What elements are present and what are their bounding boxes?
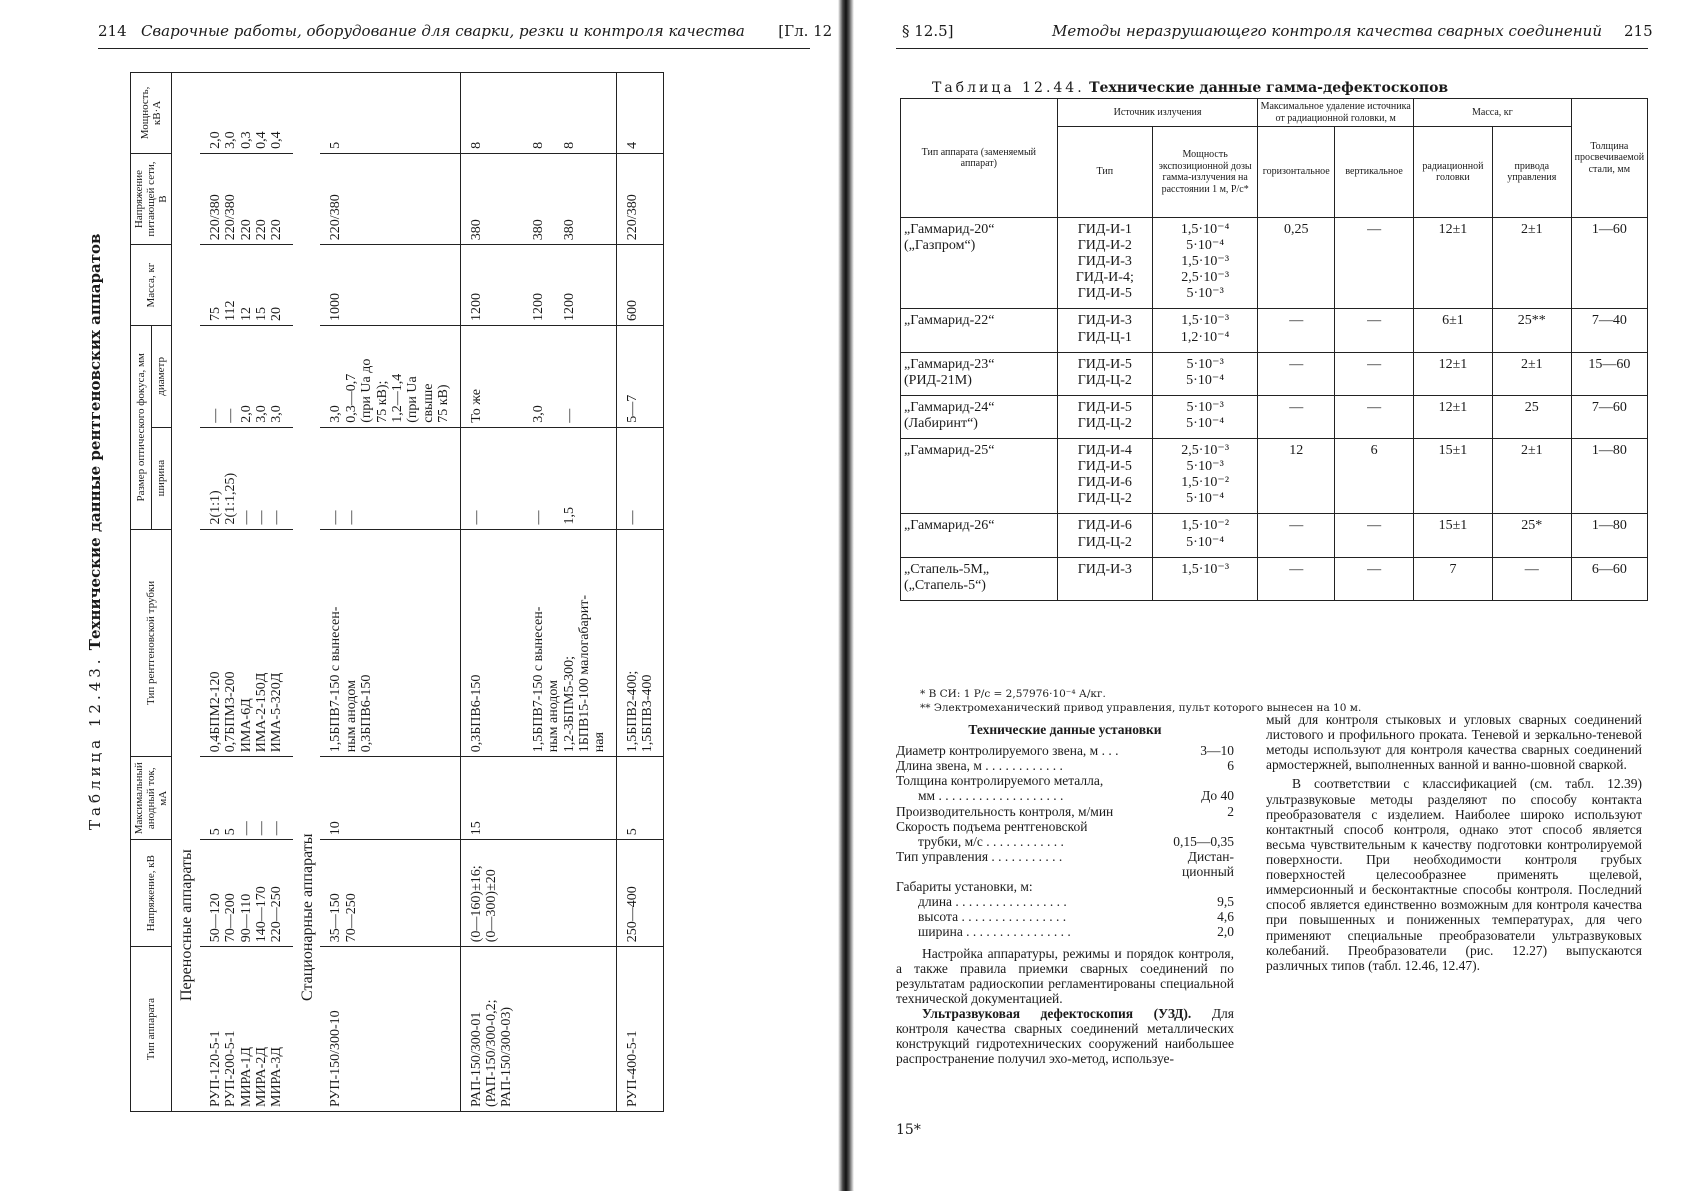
t43-cell-supply: 220/380 220/380 220 220 220 [200, 153, 293, 244]
t44-row [901, 218, 1648, 309]
t44-cell-head: 7 [1414, 557, 1493, 600]
spec-label: Длина звена, м . . . . . . . . . . . . [896, 758, 1063, 774]
spec-line [896, 804, 1234, 819]
t44-head-mass: Масса, кг [1414, 99, 1572, 127]
t43-cell-mass: 1000 [320, 245, 460, 326]
t43-data-row [460, 73, 523, 1112]
spec-label: Тип управления . . . . . . . . . . . [896, 848, 1063, 864]
t43-cell-mass: 600 [616, 245, 664, 326]
t44-head-vertical: вертикальное [1335, 127, 1414, 218]
spec-value: 3—10 [1200, 743, 1234, 759]
spec-line [896, 773, 1234, 788]
t43-cell-supply: 220/380 [616, 153, 664, 244]
t43-cell-tube: 1,5БПВ2-400; 1,5БПВ3-400 [616, 529, 664, 757]
t43-cell-width: — 1,5 [523, 427, 616, 529]
t44-cell-head: 12±1 [1414, 395, 1493, 438]
t43-cell-voltage: 35—150 70—250 [320, 840, 460, 947]
t43-cell-power: 8 [460, 73, 523, 154]
t43-head-type: Тип аппарата [131, 947, 172, 1112]
t44-cell-drive: 25* [1492, 514, 1571, 557]
footnote-1: * В СИ: 1 Р/с = 2,57976·10⁻⁴ А/кг. [920, 688, 1106, 700]
t44-head-source: Источник излучения [1057, 99, 1258, 127]
t43-cell-tube: 1,5БПВ7-150 с вынесен- ным анодом 1,2-3БПМ5-300; 1БПВ15-100 малогабарит- ная [523, 529, 616, 757]
spec-value: 0,15—0,35 [1173, 833, 1234, 849]
t43-cell-voltage: 250—400 [616, 840, 664, 947]
t44-cell-drive: 2±1 [1492, 352, 1571, 395]
t44-cell-name: „Гаммарид-24“ (Лабиринт“) [901, 395, 1058, 438]
spec-line [896, 894, 1234, 909]
spec-label: трубки, м/с . . . . . . . . . . . . [918, 833, 1064, 849]
t43-cell-diameter: — — 2,0 3,0 3,0 [200, 325, 293, 427]
paragraph-uzd [896, 1006, 1234, 1066]
spec-value: 6 [1227, 758, 1234, 774]
t43-cell-power: 2,0 3,0 0,3 0,4 0,4 [200, 73, 293, 154]
text-column-left [896, 722, 1234, 1066]
t44-head-mass-head: радиационной головки [1414, 127, 1493, 218]
t43-head-focus: Размер оптического фокуса, мм [131, 325, 152, 529]
t43-cell-power: 4 [616, 73, 664, 154]
t43-cell-supply: 380 380 [523, 153, 616, 244]
t44-cell-head: 15±1 [1414, 439, 1493, 514]
t44-cell-vertical: — [1335, 514, 1414, 557]
spec-value: 9,5 [1217, 894, 1234, 910]
spec-label: Скорость подъема рентгеновской [896, 818, 1088, 834]
spec-line [896, 743, 1234, 758]
t44-cell-drive: 25** [1492, 309, 1571, 352]
t43-data-row [523, 73, 616, 1112]
t44-cell-type: ГИД-И-3 ГИД-Ц-1 [1057, 309, 1152, 352]
t43-cell-tube: 1,5БПВ7-150 с вынесен- ным анодом 0,3БПВ6-150 [320, 529, 460, 757]
t44-cell-name: „Гаммарид-22“ [901, 309, 1058, 352]
spec-line [896, 924, 1234, 939]
t44-cell-horizontal: — [1258, 395, 1335, 438]
t44-head-distance: Максимальное удаление источника от радиационной головки, м [1258, 99, 1414, 127]
spec-label: Диаметр контролируемого звена, м . . . [896, 743, 1119, 759]
t43-cell-width: — — [320, 427, 460, 529]
t44-cell-vertical: — [1335, 557, 1414, 600]
t44-head-power: Мощность экспозиционной дозы гамма-излучения на расстоянии 1 м, Р/с* [1152, 127, 1257, 218]
rotated-table-area [82, 60, 802, 1120]
paragraph-col2-2: В соответствии с классификацией (см. табл. 12.39) ультразвуковые методы разделяют по способу контакта преобразователя с изделием. Наиболее широко используют контактный способ контроля, однако этот способ является весьма чувствительным к качеству подготовки контролируемой поверхности. При необходимости контроля грубых поверхностей целесообразнее применять щелевой, иммерсионный и бесконтактные способы контроля. Последний способ является единственно возможным для контроля качества при повышенных и пониженных температурах, для чего применяют специальные преобразователи ультразвуковых колебаний. Преобразователи (рис. 12.27) выпускаются различных типов (табл. 12.46, 12.47). [1266, 776, 1642, 973]
left-running-header [98, 22, 832, 40]
spec-line [896, 909, 1234, 924]
t43-data-row [320, 73, 460, 1112]
t44-cell-vertical: — [1335, 309, 1414, 352]
t44-cell-vertical: — [1335, 395, 1414, 438]
t44-cell-thickness: 1—80 [1571, 514, 1647, 557]
t43-cell-mass: 1200 [460, 245, 523, 326]
spec-value: 2 [1227, 803, 1234, 819]
t44-cell-name: „Гаммарид-26“ [901, 514, 1058, 557]
t44-cell-type: ГИД-И-6 ГИД-Ц-2 [1057, 514, 1152, 557]
t43-cell-supply: 380 [460, 153, 523, 244]
t44-cell-horizontal: — [1258, 309, 1335, 352]
t44-cell-horizontal: — [1258, 514, 1335, 557]
t44-cell-head: 12±1 [1414, 352, 1493, 395]
t43-cell-current: 5 [616, 757, 664, 840]
spec-label: длина . . . . . . . . . . . . . . . . . [918, 894, 1067, 910]
t43-cell-supply: 220/380 [320, 153, 460, 244]
t43-cell-power: 8 8 [523, 73, 616, 154]
t44-cell-head: 15±1 [1414, 514, 1493, 557]
t43-cell-diameter: 3,0 0,3—0,7 (при Uа до 75 кВ); 1,2—1,4 (при Uа свыше 75 кВ) [320, 325, 460, 427]
t43-cell-voltage: 50—120 70—200 90—110 140—170 220—250 [200, 840, 293, 947]
t44-cell-horizontal: 12 [1258, 439, 1335, 514]
t44-cell-thickness: 15—60 [1571, 352, 1647, 395]
t44-cell-head: 12±1 [1414, 218, 1493, 309]
spec-line [896, 849, 1234, 864]
spec-line [896, 834, 1234, 849]
t43-data-row [616, 73, 664, 1112]
t44-cell-thickness: 1—80 [1571, 439, 1647, 514]
table-43 [130, 72, 664, 1112]
paragraph-settings: Настройка аппаратуры, режимы и порядок контроля, а также правила приемки сварных соединений по результатам радиоскопии регламентированы специальной технической документацией. [896, 945, 1234, 1006]
left-header-chapter: [Гл. 12 [778, 22, 833, 40]
rotated-table-wrapper [82, 60, 802, 1120]
table-43-body [172, 73, 664, 1112]
t44-cell-power: 1,5·10⁻³ 1,2·10⁻⁴ [1152, 309, 1257, 352]
t44-cell-drive: 2±1 [1492, 218, 1571, 309]
right-section-mark: § 12.5] [902, 22, 954, 40]
uzd-text: Для контроля качества сварных соединений металлических конструкций гидротехнических сооружений наибольшее распространение получил эхо-метод, используе- [896, 1005, 1234, 1067]
t43-head-tube: Тип рентгеновской трубки [131, 529, 172, 757]
t43-cell-type [523, 947, 616, 1112]
t43-section-title: Стационарные аппараты [293, 73, 321, 1112]
t44-cell-drive: 25 [1492, 395, 1571, 438]
t44-cell-power: 5·10⁻³ 5·10⁻⁴ [1152, 352, 1257, 395]
t44-cell-power: 2,5·10⁻³ 5·10⁻³ 1,5·10⁻² 5·10⁻⁴ [1152, 439, 1257, 514]
t44-cell-thickness: 1—60 [1571, 218, 1647, 309]
spec-line [896, 758, 1234, 773]
spec-label: Толщина контролируемого металла, [896, 773, 1104, 789]
t43-head-supply: Напряжение питающей сети, В [131, 153, 172, 244]
specs-subheading: Технические данные установки [968, 722, 1162, 737]
t44-cell-vertical: — [1335, 218, 1414, 309]
spec-label: высота . . . . . . . . . . . . . . . . [918, 909, 1067, 925]
t44-cell-name: „Гаммарид-25“ [901, 439, 1058, 514]
t43-head-power: Мощность, кВ·А [131, 73, 172, 154]
t44-cell-power: 1,5·10⁻³ [1152, 557, 1257, 600]
specs-list [896, 743, 1234, 939]
t44-head-type: Тип [1057, 127, 1152, 218]
t44-row [901, 557, 1648, 600]
t44-cell-power: 5·10⁻³ 5·10⁻⁴ [1152, 395, 1257, 438]
t44-row [901, 439, 1648, 514]
t43-cell-diameter: То же [460, 325, 523, 427]
t43-cell-current: 15 [460, 757, 523, 840]
t44-cell-thickness: 7—60 [1571, 395, 1647, 438]
spec-line [896, 879, 1234, 894]
left-page-number: 214 [98, 22, 127, 40]
t44-row [901, 309, 1648, 352]
t43-cell-voltage: (0—160)±16; (0—300)±20 [460, 840, 523, 947]
right-page [840, 0, 1684, 1191]
t43-head-mass: Масса, кг [131, 245, 172, 326]
t44-head-thickness: Толщина просвечиваемой стали, мм [1571, 99, 1647, 218]
t44-cell-horizontal: — [1258, 557, 1335, 600]
table-44 [900, 98, 1648, 601]
t44-cell-name: „Гаммарид-23“ (РИД-21М) [901, 352, 1058, 395]
t44-cell-type: ГИД-И-3 [1057, 557, 1152, 600]
t44-cell-vertical: 6 [1335, 439, 1414, 514]
t43-cell-type: РУП-400-5-1 [616, 947, 664, 1112]
spec-value: До 40 [1201, 788, 1234, 804]
t44-cell-drive: 2±1 [1492, 439, 1571, 514]
spec-label: ширина . . . . . . . . . . . . . . . . [918, 924, 1071, 940]
t43-cell-current [523, 757, 616, 840]
spec-value: ционный [1182, 863, 1234, 879]
table-44-caption: Таблица 12.44. Технические данные гамма-дефектоскопов [932, 80, 1449, 96]
spec-value: 4,6 [1217, 909, 1234, 925]
spec-label: мм . . . . . . . . . . . . . . . . . . . [918, 788, 1064, 804]
text-column-right [1266, 712, 1642, 973]
signature-mark: 15* [896, 1122, 921, 1138]
t43-cell-width: — [460, 427, 523, 529]
t43-cell-power: 5 [320, 73, 460, 154]
t43-cell-type: РУП-120-5-1 РУП-200-5-1 МИРА-1Д МИРА-2Д МИРА-3Д [200, 947, 293, 1112]
spec-line [896, 788, 1234, 803]
t44-cell-head: 6±1 [1414, 309, 1493, 352]
spec-line [896, 864, 1234, 879]
spec-value: Дистан- [1187, 848, 1234, 864]
right-header-title: Методы неразрушающего контроля качества сварных соединений [1052, 22, 1602, 40]
header-rule [98, 48, 810, 49]
t44-cell-type: ГИД-И-1 ГИД-И-2 ГИД-И-3 ГИД-И-4; ГИД-И-5 [1057, 218, 1152, 309]
t43-cell-width: 2(1:1) 2(1:1,25) — — — [200, 427, 293, 529]
t44-row [901, 514, 1648, 557]
paragraph-col2-1: мый для контроля стыковых и угловых сварных соединений листового и профильного проката. Теневой и зеркально-теневой методы используют для контроля качества сварных соединений армостержней, выполненных ванной и ванно-шовной сваркой. [1266, 712, 1642, 773]
t43-head-current: Максимальный анодный ток, мА [131, 757, 172, 840]
t43-cell-diameter: 5—7 [616, 325, 664, 427]
t44-cell-vertical: — [1335, 352, 1414, 395]
uzd-heading: Ультразвуковая дефектоскопия (УЗД). [922, 1005, 1192, 1021]
t44-row [901, 352, 1648, 395]
spec-label: Производительность контроля, м/мин [896, 803, 1114, 819]
t44-head-mass-drive: привода управления [1492, 127, 1571, 218]
t43-section-title: Переносные аппараты [172, 73, 200, 1112]
right-page-number: 215 [1624, 22, 1653, 40]
t43-cell-current: 5 5 — — — [200, 757, 293, 840]
t43-head-width: ширина [151, 427, 172, 529]
t44-cell-name: „Гаммарид-20“ („Газпром“) [901, 218, 1058, 309]
left-header-title: Сварочные работы, оборудование для сварки, резки и контроля качества [140, 22, 745, 40]
t43-section-row [172, 73, 200, 1112]
t43-head-diameter: диаметр [151, 325, 172, 427]
t44-cell-horizontal: — [1258, 352, 1335, 395]
right-header-rule [896, 48, 1648, 49]
t43-section-row [293, 73, 321, 1112]
t43-cell-voltage [523, 840, 616, 947]
t44-cell-horizontal: 0,25 [1258, 218, 1335, 309]
footnote-2: ** Электромеханический привод управления, пульт которого вынесен на 10 м. [920, 701, 1362, 714]
t44-cell-name: „Стапель-5М„ („Стапель-5“) [901, 557, 1058, 600]
table-44-body [901, 218, 1648, 601]
t44-cell-type: ГИД-И-4 ГИД-И-5 ГИД-И-6 ГИД-Ц-2 [1057, 439, 1152, 514]
spec-line [896, 819, 1234, 834]
t44-head-horizontal: горизонтальное [1258, 127, 1335, 218]
spec-label: Габариты установки, м: [896, 879, 1033, 895]
t43-cell-diameter: 3,0 — [523, 325, 616, 427]
table-43-caption: Таблица 12.43. Технические данные рентгеновских аппаратов [86, 233, 104, 830]
left-page [0, 0, 840, 1191]
t43-head-voltage: Напряжение, кВ [131, 840, 172, 947]
t44-cell-drive: — [1492, 557, 1571, 600]
t43-cell-type: РАП-150/300-01 (РАП-150/300-0,2; РАП-150/300-03) [460, 947, 523, 1112]
t44-head-apparatus: Тип аппарата (заменяемый аппарат) [901, 99, 1058, 218]
t43-cell-type: РУП-150/300-10 [320, 947, 460, 1112]
t44-cell-type: ГИД-И-5 ГИД-Ц-2 [1057, 352, 1152, 395]
t43-cell-current: 10 [320, 757, 460, 840]
t43-cell-tube: 0,4БПМ2-120 0,7БПМ3-200 ИМА-6Д ИМА-2-150Д ИМА-5-320Д [200, 529, 293, 757]
t44-cell-type: ГИД-И-5 ГИД-Ц-2 [1057, 395, 1152, 438]
t43-cell-mass: 75 112 12 15 20 [200, 245, 293, 326]
t44-cell-thickness: 6—60 [1571, 557, 1647, 600]
t44-cell-power: 1,5·10⁻⁴ 5·10⁻⁴ 1,5·10⁻³ 2,5·10⁻³ 5·10⁻³ [1152, 218, 1257, 309]
t43-cell-width: — [616, 427, 664, 529]
t43-cell-mass: 1200 1200 [523, 245, 616, 326]
spec-value: 2,0 [1217, 924, 1234, 940]
t44-cell-thickness: 7—40 [1571, 309, 1647, 352]
t44-cell-power: 1,5·10⁻² 5·10⁻⁴ [1152, 514, 1257, 557]
t43-data-row [200, 73, 293, 1112]
t44-row [901, 395, 1648, 438]
t43-cell-tube: 0,3БПВ6-150 [460, 529, 523, 757]
